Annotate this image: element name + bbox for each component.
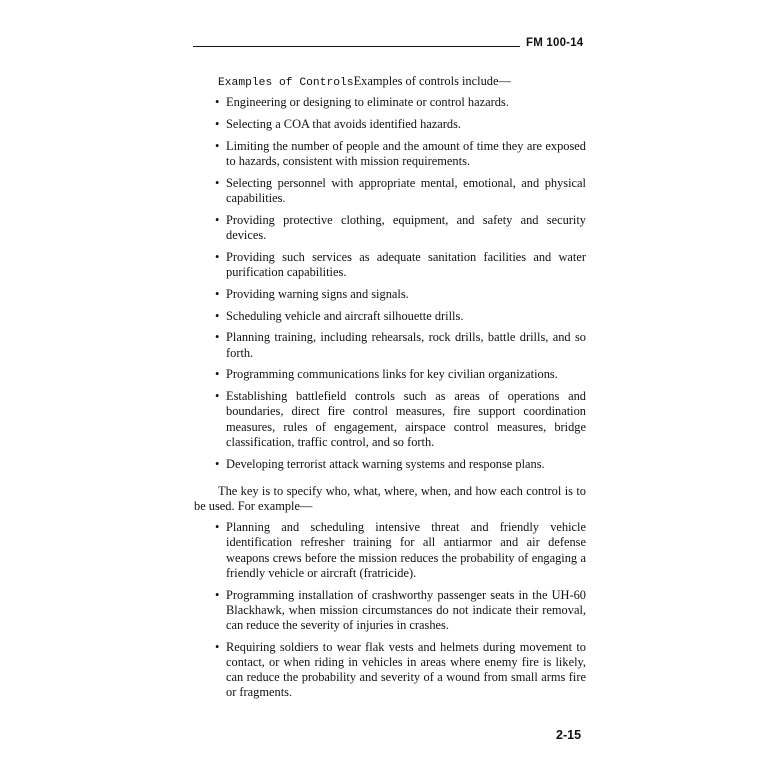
list-item: • Developing terrorist attack warning systems and response plans. [226,457,586,472]
list-item: • Planning and scheduling intensive threat and friendly vehicle identification refresher training for all antiarmor and air defense weapons crews before the mission reduces the probability of engaging a friendly vehicle or aircraft (fratricide). [226,520,586,581]
list-item: • Scheduling vehicle and aircraft silhouette drills. [226,309,586,324]
list-item: • Engineering or designing to eliminate or control hazards. [226,95,586,110]
list-item: • Programming installation of crashworthy passenger seats in the UH-60 Blackhawk, when mission circumstances do not indicate their removal, can reduce the severity of injuries in crashes. [226,588,586,634]
header-rule [193,46,520,47]
controls-lead [218,74,586,91]
document-code: FM 100-14 [526,37,584,49]
list-item: • Requiring soldiers to wear flak vests and helmets during movement to contact, or when riding in vehicles in areas where enemy fire is likely, can reduce the probability and severity of a wound from small arms fire or fragments. [226,640,586,701]
page-body [194,74,586,707]
list-item: • Selecting personnel with appropriate mental, emotional, and physical capabilities. [226,176,586,206]
list-item: • Providing protective clothing, equipment, and safety and security devices. [226,213,586,243]
list-item: • Limiting the number of people and the amount of time they are exposed to hazards, consistent with mission requirements. [226,139,586,169]
examples-list [194,520,586,700]
controls-list [194,95,586,472]
list-item: • Providing warning signs and signals. [226,287,586,302]
page-number: 2-15 [556,728,582,742]
list-item: • Programming communications links for key civilian organizations. [226,367,586,382]
list-item: • Establishing battlefield controls such as areas of operations and boundaries, direct fire control measures, fire support coordination measures, rules of engagement, airspace control measures, bridge classification, traffic control, and so forth. [226,389,586,450]
list-item: • Selecting a COA that avoids identified hazards. [226,117,586,132]
list-item: • Planning training, including rehearsals, rock drills, battle drills, and so forth. [226,330,586,360]
section-label: Examples of Controls [218,77,354,89]
lead-text: Examples of controls include— [353,74,511,88]
key-paragraph: The key is to specify who, what, where, when, and how each control is to be used. For example— [194,483,586,513]
list-item: • Providing such services as adequate sanitation facilities and water purification capabilities. [226,250,586,280]
